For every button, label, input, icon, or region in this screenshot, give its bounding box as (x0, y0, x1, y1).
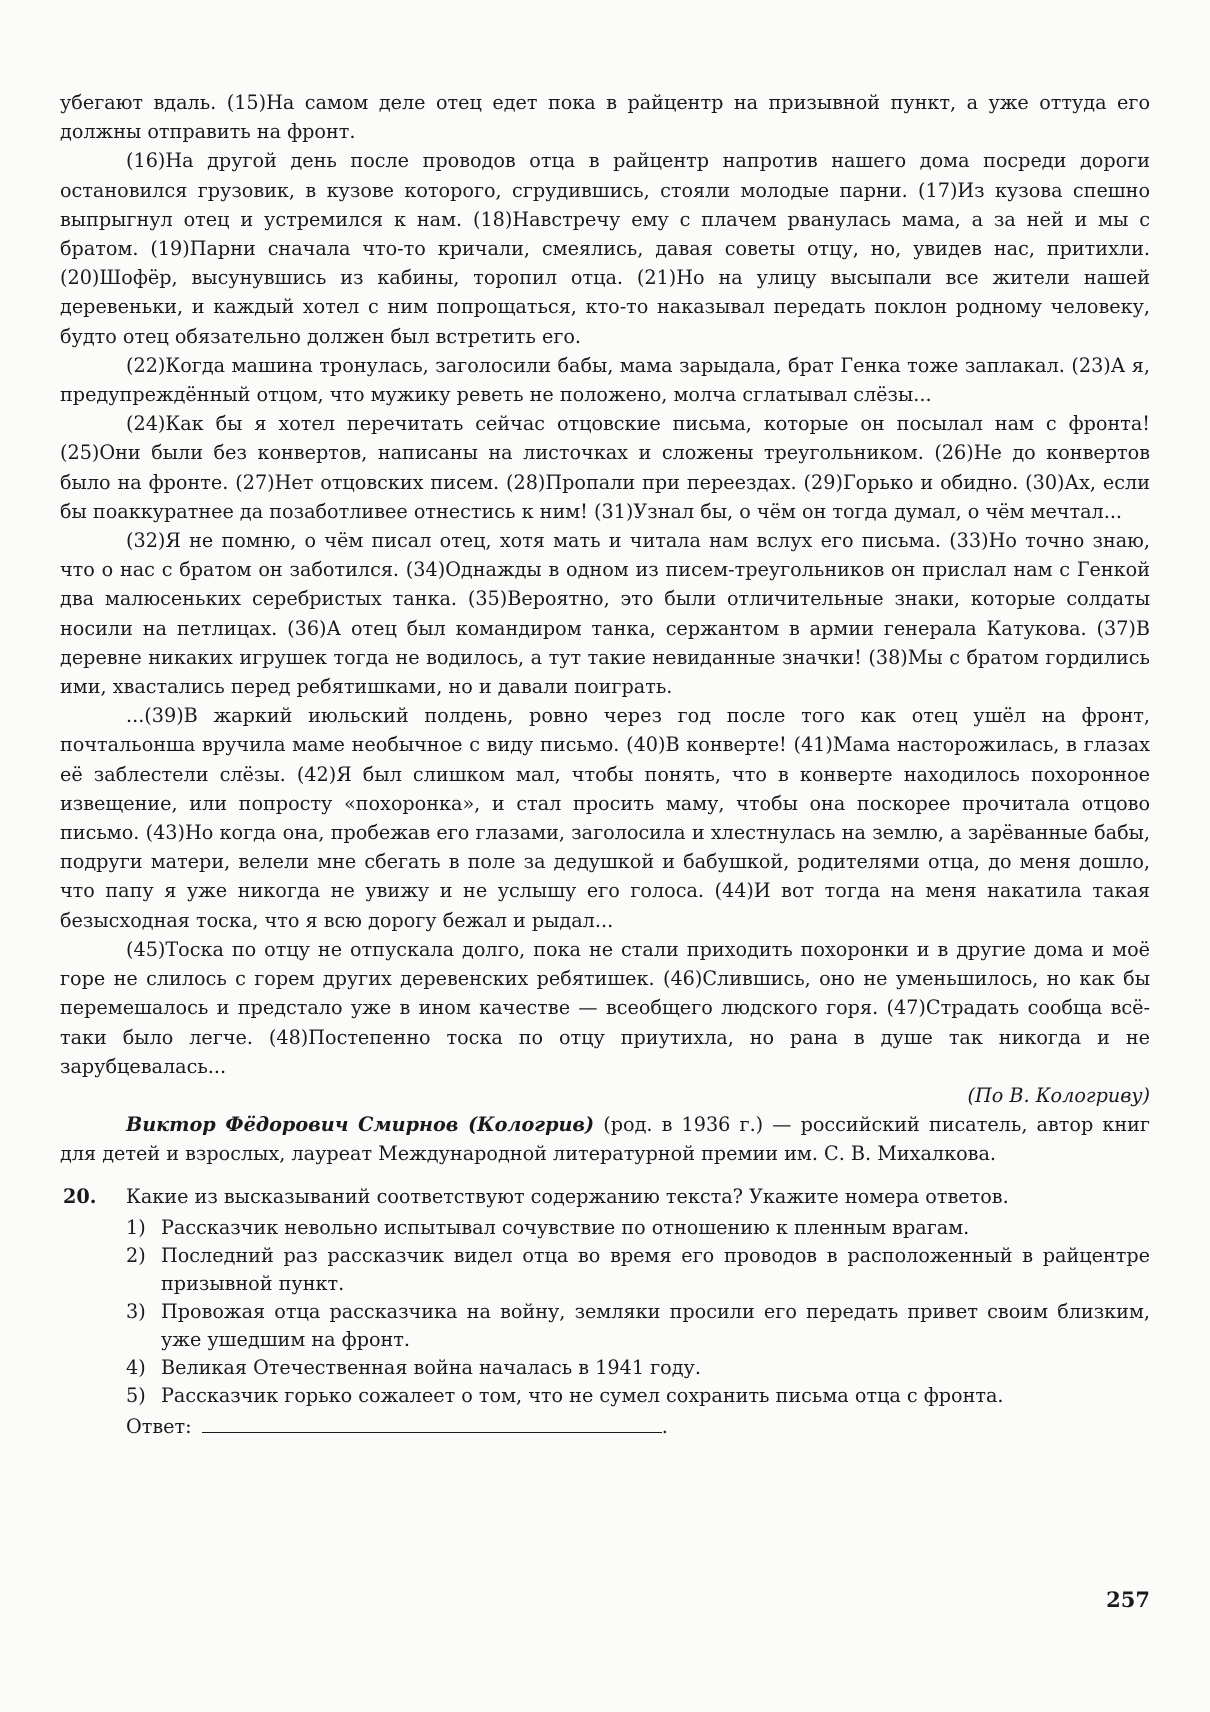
task-question: Какие из высказываний соответствуют содержанию текста? Укажите номера ответов. (126, 1184, 1009, 1208)
option-number: 4) (126, 1355, 146, 1379)
paragraph: ...(39)В жаркий июльский полдень, ровно через год после того как отец ушёл на фронт, почтальонша вручила маме необычное с виду письмо. (40)В конверте! (41)Мама насторожилась, в глазах её заблестели слёзы. (42)Я был слишком мал, чтобы понять, что в конверте находилось похоронное извещение, или попросту «похоронка», и стал просить маму, чтобы она поскорее прочитала отцово письмо. (43)Но когда она, пробежав его глазами, заголосила и хлестнулась на землю, а зарёванные бабы, подруги матери, велели мне сбегать в поле за дедушкой и бабушкой, родителями отца, до меня дошло, что папу я уже никогда не увижу и не услышу его голоса. (44)И вот тогда на меня накатила такая безысходная тоска, что я всю дорогу бежал и рыдал... (60, 704, 1150, 932)
option-text: Рассказчик горько сожалеет о том, что не сумел сохранить письма отца с фронта. (161, 1383, 1004, 1407)
paragraph: (32)Я не помню, о чём писал отец, хотя мать и читала нам вслух его письма. (33)Но точно знаю, что о нас с братом он заботился. (34)Однажды в одном из писем-треугольников он прислал нам с Генкой два малюсеньких серебристых танка. (35)Вероятно, это были отличительные знаки, которые солдаты носили на петлицах. (36)А отец был командиром танка, сержантом в армии генерала Катукова. (37)В деревне никаких игрушек тогда не водилось, а тут такие невиданные значки! (38)Мы с братом гордились ими, хвастались перед ребятишками, но и давали поиграть. (60, 529, 1150, 699)
paragraph: убегают вдаль. (15)На самом деле отец едет пока в райцентр на призывной пункт, а уже оттуда его должны отправить на фронт. (60, 91, 1150, 144)
paragraph: (24)Как бы я хотел перечитать сейчас отцовские письма, которые он посылал нам с фронта! (25)Они были без конвертов, написаны на листочках и сложены треугольником. (26)Не до конвертов было на фронте. (27)Нет отцовских писем. (28)Пропали при переездах. (29)Горько и обидно. (30)Ах, если бы поаккуратнее да позаботливее отнестись к ним! (31)Узнал бы, о чём он тогда думал, о чём мечтал... (60, 412, 1150, 523)
task-number: 20. (63, 1184, 97, 1208)
option-text: Последний раз рассказчик видел отца во время его проводов в расположенный в райцентре призывной пункт. (161, 1243, 1150, 1295)
answer-label: Ответ: (126, 1414, 192, 1438)
option-text: Провожая отца рассказчика на войну, земляки просили его передать привет своим близким, уже ушедшим на фронт. (161, 1299, 1150, 1351)
story-text (60, 88, 1150, 1081)
paragraph: (22)Когда машина тронулась, заголосили бабы, мама зарыдала, брат Генка тоже заплакал. (23)А я, предупреждённый отцом, что мужику реветь не положено, молча сглатывал слёзы... (60, 353, 1150, 407)
answer-option (126, 1214, 1150, 1242)
option-number: 3) (126, 1299, 146, 1323)
option-number: 1) (126, 1215, 146, 1239)
author-name: Виктор Фёдорович Смирнов (Кологрив) (126, 1113, 595, 1137)
answer-option (126, 1298, 1150, 1354)
answer-option (126, 1382, 1150, 1410)
page-number: 257 (1106, 1587, 1150, 1612)
author-bio-text: (род. в 1936 г.) — российский писатель, автор книг для детей и взрослых, лауреат Международной литературной премии им. С. В. Михалкова. (60, 1113, 1150, 1166)
task-20 (60, 1183, 1150, 1441)
option-number: 2) (126, 1243, 146, 1267)
option-text: Рассказчик невольно испытывал сочувствие по отношению к пленным врагам. (161, 1215, 970, 1239)
paragraph: (16)На другой день после проводов отца в райцентр напротив нашего дома посреди дороги остановился грузовик, в кузове которого, сгрудившись, стояли молодые парни. (17)Из кузова спешно выпрыгнул отец и устремился к нам. (18)Навстречу ему с плачем рванулась мама, а за ней и мы с братом. (19)Парни сначала что-то кричали, смеялись, давая советы отцу, но, увидев нас, притихли. (20)Шофёр, высунувшись из кабины, торопил отца. (21)Но на улицу высыпали все жители нашей деревеньки, и каждый хотел с ним попрощаться, кто-то наказывал передать поклон родному человеку, будто отец обязательно должен был встретить его. (60, 149, 1150, 348)
answer-row (126, 1412, 1150, 1441)
answer-end: . (661, 1414, 668, 1438)
answer-option (126, 1354, 1150, 1382)
answer-options (126, 1214, 1150, 1410)
paragraph: (45)Тоска по отцу не отпускала долго, пока не стали приходить похоронки и в другие дома и моё горе не слилось с горем других деревенских ребятишек. (46)Слившись, оно не уменьшилось, но как бы перемешалось и предстало уже в ином качестве — всеобщего людского горя. (47)Страдать сообща всё-таки было легче. (48)Постепенно тоска по отцу приутихла, но рана в душе так никогда и не зарубцевалась... (60, 937, 1150, 1078)
answer-option (126, 1242, 1150, 1298)
answer-line[interactable] (202, 1412, 662, 1433)
option-text: Великая Отечественная война началась в 1941 году. (161, 1355, 701, 1379)
option-number: 5) (126, 1383, 146, 1407)
text-source: (По В. Кологриву) (967, 1083, 1150, 1107)
author-bio (60, 1110, 1150, 1168)
